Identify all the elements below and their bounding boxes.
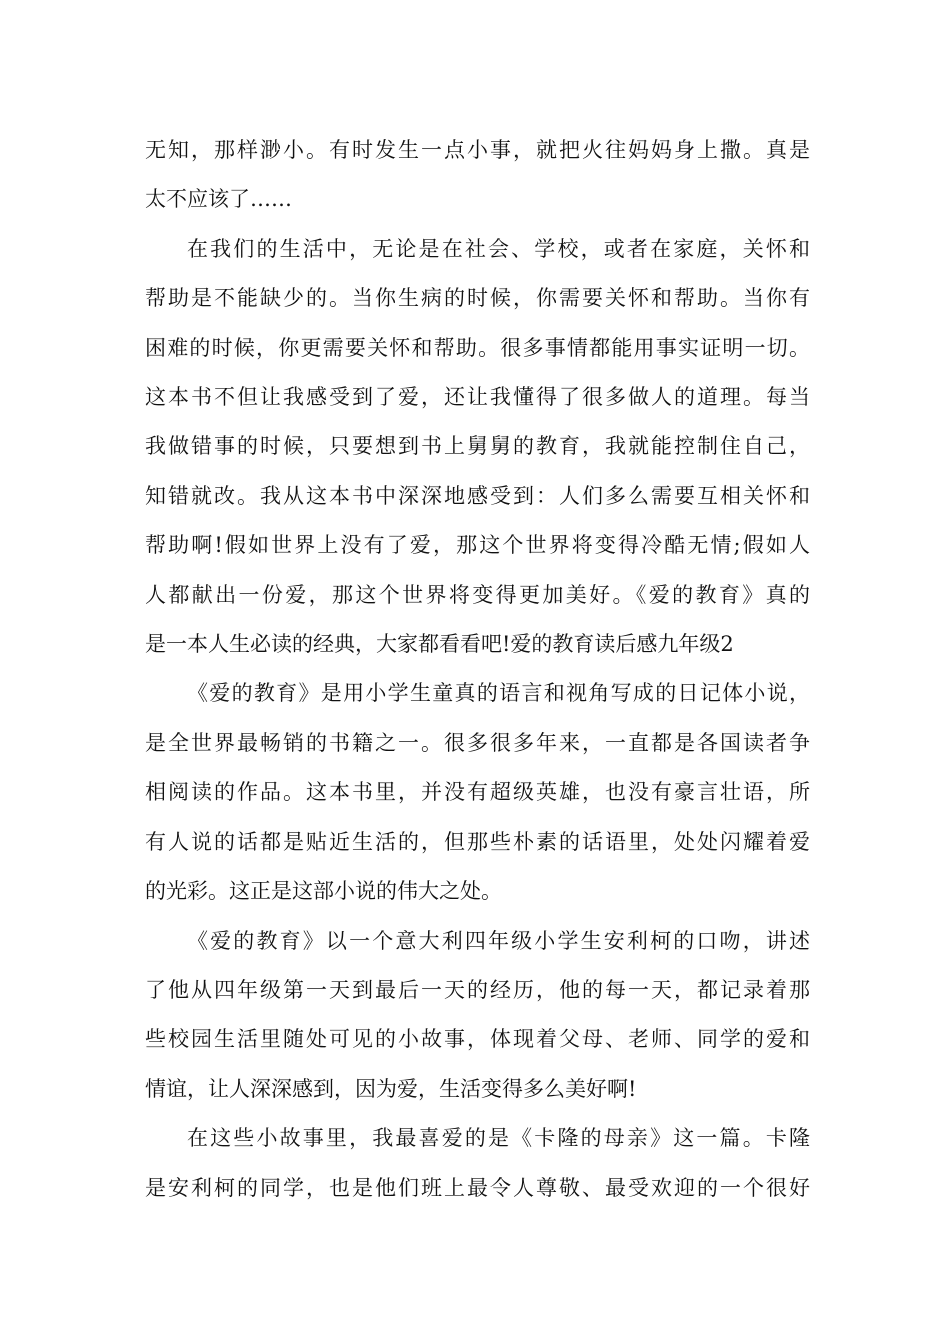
text-line: 相阅读的作品。这本书里，并没有超级英雄，也没有豪言壮语，所 <box>145 780 810 805</box>
text-line: 帮助是不能缺少的。当你生病的时候，你需要关怀和帮助。当你有 <box>145 286 810 311</box>
text-line: 些校园生活里随处可见的小故事，体现着父母、老师、同学的爱和 <box>145 1027 810 1052</box>
text-line: 人都献出一份爱，那这个世界将变得更加美好。《爱的教育》真的 <box>145 582 810 607</box>
text-line: 知错就改。我从这本书中深深地感受到：人们多么需要互相关怀和 <box>145 483 810 508</box>
text-line: 太不应该了…… <box>145 187 292 212</box>
text-line: 是安利柯的同学，也是他们班上最令人尊敬、最受欢迎的一个很好 <box>145 1175 810 1200</box>
text-line: 《爱的教育》以一个意大利四年级小学生安利柯的口吻，讲述 <box>187 928 810 953</box>
text-line: 是一本人生必读的经典，大家都看看吧!爱的教育读后感九年级2 <box>145 632 734 657</box>
text-line: 在我们的生活中，无论是在社会、学校，或者在家庭，关怀和 <box>187 236 810 261</box>
text-line: 的光彩。这正是这部小说的伟大之处。 <box>145 879 502 904</box>
text-line: 帮助啊!假如世界上没有了爱，那这个世界将变得冷酷无情;假如人 <box>145 533 810 558</box>
text-line: 困难的时候，你更需要关怀和帮助。很多事情都能用事实证明一切。 <box>145 335 810 360</box>
text-line: 了他从四年级第一天到最后一天的经历，他的每一天，都记录着那 <box>145 977 810 1002</box>
text-line: 是全世界最畅销的书籍之一。很多很多年来，一直都是各国读者争 <box>145 730 810 755</box>
text-line: 《爱的教育》是用小学生童真的语言和视角写成的日记体小说， <box>187 681 810 706</box>
text-line: 情谊，让人深深感到，因为爱，生活变得多么美好啊! <box>145 1076 637 1101</box>
text-line: 这本书不但让我感受到了爱，还让我懂得了很多做人的道理。每当 <box>145 385 810 410</box>
text-line: 我做错事的时候，只要想到书上舅舅的教育，我就能控制住自己， <box>145 434 810 459</box>
text-line: 无知，那样渺小。有时发生一点小事，就把火往妈妈身上撒。真是 <box>145 138 810 162</box>
text-line: 在这些小故事里，我最喜爱的是《卡隆的母亲》这一篇。卡隆 <box>187 1126 810 1151</box>
body-text <box>145 126 810 1213</box>
text-line: 有人说的话都是贴近生活的，但那些朴素的话语里，处处闪耀着爱 <box>145 829 810 854</box>
